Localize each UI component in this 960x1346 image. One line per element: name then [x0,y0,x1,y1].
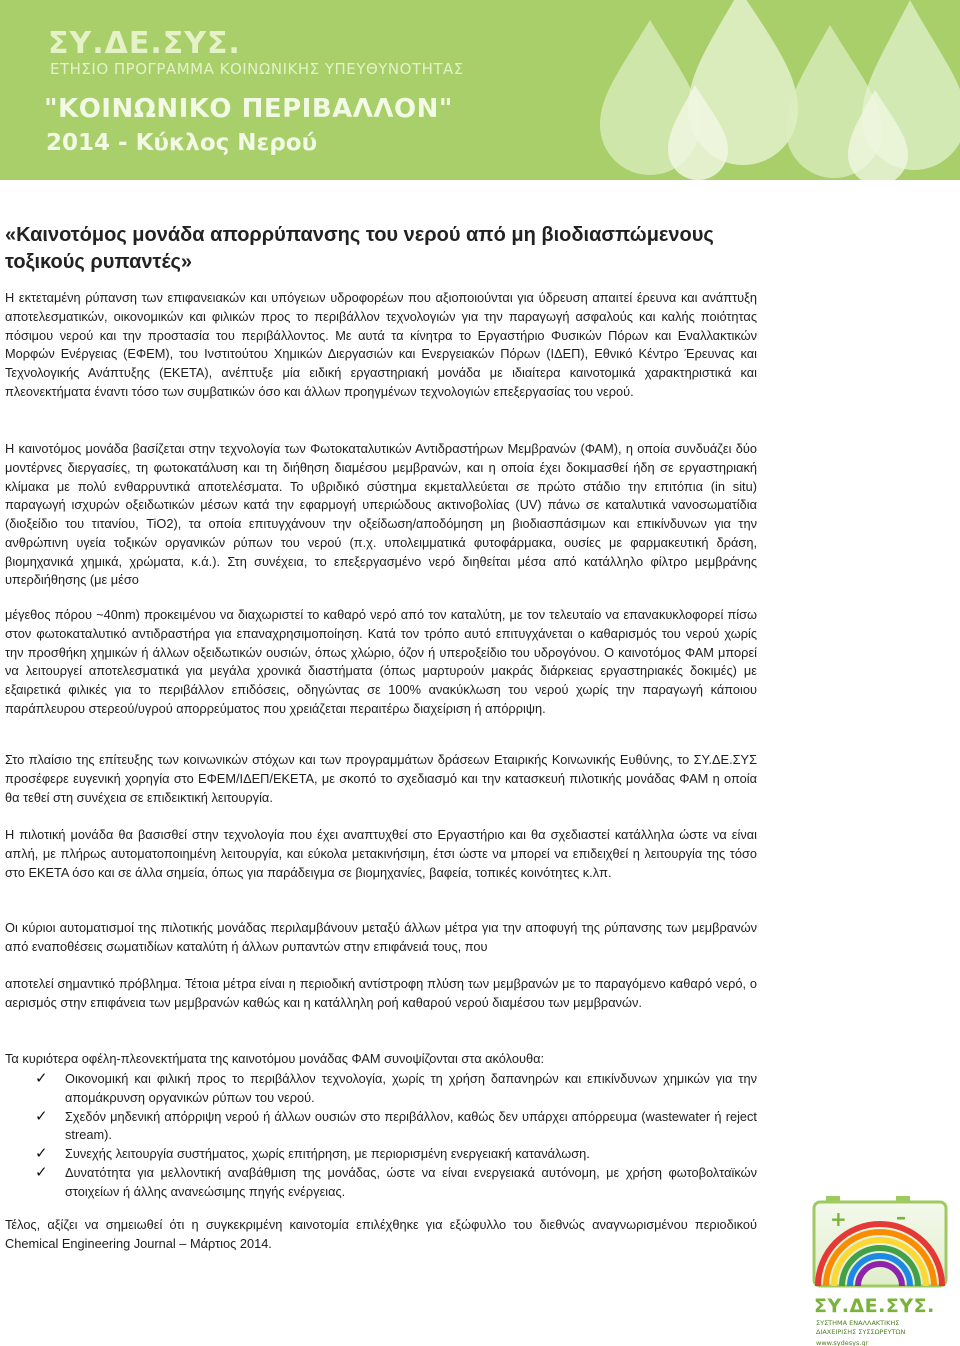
banner-theme-title: "ΚΟΙΝΩΝΙΚΟ ΠΕΡΙΒΑΛΛΟΝ" [44,94,453,124]
logo-url: www.sydesys.gr [816,1339,869,1346]
paragraph-intro: Η εκτεταμένη ρύπανση των επιφανειακών και υπόγειων υδροφορέων που αξιοποιούνται για ύδρευση απαιτεί έρευνα και ανάπτυξη αποτελεσματικών, οικονομικών και φιλικών προς το περιβάλλον τεχνολογιών για την παραγωγή ασφαλούς και καλής ποιότητας πόσιμου νερού και την προστασία του περιβάλλοντος. Με αυτά τα κίνητρα το Εργαστήριο Φυσικών Πόρων και Εναλλακτικών Μορφών Ενέργειας (ΕΦΕΜ), του Ινστιτούτου Χημικών Διεργασιών και Ενεργειακών Πόρων (ΙΔΕΠ), Εθνικό Κέντρο Έρευνας και Τεχνολογικής Ανάπτυξης (ΕΚΕΤΑ), ανέπτυξε μία ειδική εργαστηριακή μονάδα με ιδιαίτερα καινοτομικά χαρακτηριστικά και πλεονεκτήματα έναντι τόσο των συμβατικών όσο και άλλων προηγμένων τεχνολογιών επεξεργασίας του νερού. [5,290,757,399]
document-title [5,222,765,276]
paragraph-closing: Τέλος, αξίζει να σημειωθεί ότι η συγκεκριμένη καινοτομία επιλέχθηκε για εξώφυλλο του διεθνώς αναγνωρισμένου περιοδικού Chemical Engineering Journal – Μάρτιος 2014. [5,1217,757,1251]
benefit-item [5,1145,757,1164]
benefit-text: Δυνατότητα για μελλοντική αναβάθμιση της μονάδας, ώστε να είναι ενεργειακά αυτόνομη, με χρήση φωτοβολταϊκών στοιχείων ή άλλης ανανεώσιμης πηγής ενέργειας. [65,1164,757,1199]
paragraph-pilot: Η πιλοτική μονάδα θα βασισθεί στην τεχνολογία που έχει αναπτυχθεί στο Εργαστήριο και θα σχεδιαστεί κατάλληλα ώστε να είναι απλή, με πλήρως αυτοματοποιημένη λειτουργία, και εύκολα μετακινήσιμη, έτσι ώστε να μπορεί να επιδειχθεί η λειτουργία της τόσο στο ΕΚΕΤΑ όσο και σε άλλα σημεία, όπως για παράδειγμα σε βιομηχανίες, βαφεία, τοπικές κοινότητες κ.λπ. [5,827,757,880]
sydesys-logo [800,1188,960,1346]
checkmark-icon: ✓ [35,1163,48,1181]
logo-tagline-line: ΔΙΑΧΕΙΡΙΣΗΣ ΣΥΣΣΩΡΕΥΤΩΝ [816,1328,906,1336]
battery-rainbow-icon [800,1188,960,1296]
paragraph-automation: Οι κύριοι αυτοματισμοί της πιλοτικής μονάδας περιλαμβάνουν μεταξύ άλλων μέτρα για την αποφυγή της ρύπανσης των μεμβρανών από εναποθέσεις σωματιδίων καταλύτη ή άλλων ρυπαντών στην επιφάνειά τους, που [5,920,757,954]
paragraph-benefits-intro: Τα κυριότερα οφέλη-πλεονεκτήματα της καινοτόμου μονάδας ΦΑΜ συνοψίζονται στα ακόλουθα: [5,1051,545,1066]
banner-program-title: ΕΤΗΣΙΟ ΠΡΟΓΡΑΜΜΑ ΚΟΙΝΩΝΙΚΗΣ ΥΠΕΥΘΥΝΟΤΗΤΑΣ [50,60,464,78]
checkmark-icon: ✓ [35,1107,48,1125]
benefit-item [5,1108,757,1146]
benefit-text: Συνεχής λειτουργία συστήματος, χωρίς επιτήρηση, με περιορισμένη ενεργειακή κατανάλωση. [65,1146,590,1161]
benefit-text: Οικονομική και φιλική προς το περιβάλλον τεχνολογία, χωρίς τη χρήση δαπανηρών και επικίνδυνων χημικών για την απομάκρυνση οργανικών ρύπων του νερού. [65,1071,757,1105]
logo-brand: ΣΥ.ΔΕ.ΣΥΣ. [814,1295,935,1317]
benefit-item [5,1164,757,1202]
paragraph-sponsorship: Στο πλαίσιο της επίτευξης των κοινωνικών στόχων και των προγραμμάτων δράσεων Εταιρικής Κοινωνικής Ευθύνης, το ΣΥ.ΔΕ.ΣΥΣ προσέφερε ευγενική χορηγία στο ΕΦΕΜ/ΙΔΕΠ/ΕΚΕΤΑ, με σκοπό το σχεδιασμό και την κατασκευή πιλοτικής μονάδας ΦΑΜ η οποία θα τεθεί στη συνέχεια σε επιδεικτική λειτουργία. [5,752,757,805]
paragraph-process: μέγεθος πόρου ~40nm) προκειμένου να διαχωριστεί το καθαρό νερό από τον καταλύτη, με τον τελευταίο να επανακυκλοφορεί πίσω στον φωτοκαταλυτικό αντιδραστήρα για επαναχρησιμοποίηση. Κατά τον τρόπο αυτό επιτυγχάνεται ο καθαρισμός του νερού χωρίς την προσθήκη χημικών ή άλλων οξειδωτικών ουσιών, όπως χλώριο, όζον ή υπεροξείδιο του υδρογόνου. Ο καινοτόμος ΦΑΜ μπορεί να λειτουργεί αποτελεσματικά για μεγάλα χρονικά διαστήματα (όπως μαρτυρούν μακράς διάρκειας εργαστηριακές δοκιμές) με εξαιρετικά φιλικές για το περιβάλλον επιδόσεις, οδηγώντας σε 100% ανακύκλωση του νερού χωρίς την παραγωγή κάποιου παράπλευρου στερεού/υγρού απορρεύματος που χρειάζεται περαιτέρω διαχείριση ή απόρριψη. [5,607,757,716]
benefit-item [5,1070,757,1108]
header-banner [0,0,960,180]
banner-brand: ΣΥ.ΔΕ.ΣΥΣ. [48,26,241,61]
battery-minus-icon: – [896,1205,906,1229]
benefits-list [5,1070,757,1201]
benefit-text: Σχεδόν μηδενική απόρριψη νερού ή άλλων ουσιών στο περιβάλλον, καθώς δεν υπάρχει απόρρευμα (wastewater ή reject stream). [65,1108,757,1143]
banner-cycle-title: 2014 - Κύκλος Νερού [46,130,318,156]
checkmark-icon: ✓ [35,1145,48,1162]
logo-tagline-line: ΣΥΣΤΗΜΑ ΕΝΑΛΛΑΚΤΙΚΗΣ [816,1319,900,1327]
paragraph-measures: αποτελεί σημαντικό πρόβλημα. Τέτοια μέτρα είναι η περιοδική αντίστροφη πλύση των μεμβρανών με το παραγόμενο καθαρό νερό, ο αερισμός στην επιφάνεια των μεμβρανών καθώς και η κατάλληλη ροή καθαρού νερού διαμέσου των μεμβρανών. [5,976,757,1010]
document-title-line: τοξικούς ρυπαντές» [5,251,193,273]
document-title-line: «Καινοτόμος μονάδα απορρύπανσης του νερού από μη βιοδιασπώμενους [5,224,714,246]
water-drops-graphic [590,0,960,180]
battery-plus-icon: + [830,1207,847,1231]
paragraph-technology: Η καινοτόμος μονάδα βασίζεται στην τεχνολογία των Φωτοκαταλυτικών Αντιδραστήρων Μεμβρανών (ΦΑΜ), η οποία συνδυάζει δύο μοντέρνες διεργασίες, τη φωτοκατάλυση και τη διήθηση διαμέσου μεμβρανών, και η οποία έχει δοκιμασθεί ήδη σε εργαστηριακή κλίμακα με πολύ ενθαρρυντικά αποτελέσματα. Το υβριδικό σύστημα εκμεταλλεύεται σε πρώτο στάδιο την επιτόπια (in situ) παραγωγή ισχυρών οξειδωτικών μέσων κατά την εφαρμογή υπεριώδους ακτινοβολίας (UV) πάνω σε καταλυτικά νανοσωματίδια (διοξείδιο του τιτανίου, TiO2), τα οποία επιτυγχάνουν την οξείδωση/αποδόμηση μη βιοδιασπάσιμων και επικίνδυνων για την ανθρώπινη υγεία τοξικών οργανικών ρύπων του νερού (π.χ. υπολειμματικά φυτοφάρμακα, ουσίες με φαρμακευτική δράση, βιομηχανικά χημικά, χρώματα, κ.ά.). Στη συνέχεια, το επεξεργασμένο νερό διηθείται μέσα από κατάλληλο φίλτρο μεμβράνης υπερδιήθησης (με μέσο [5,441,757,588]
checkmark-icon: ✓ [35,1070,48,1087]
